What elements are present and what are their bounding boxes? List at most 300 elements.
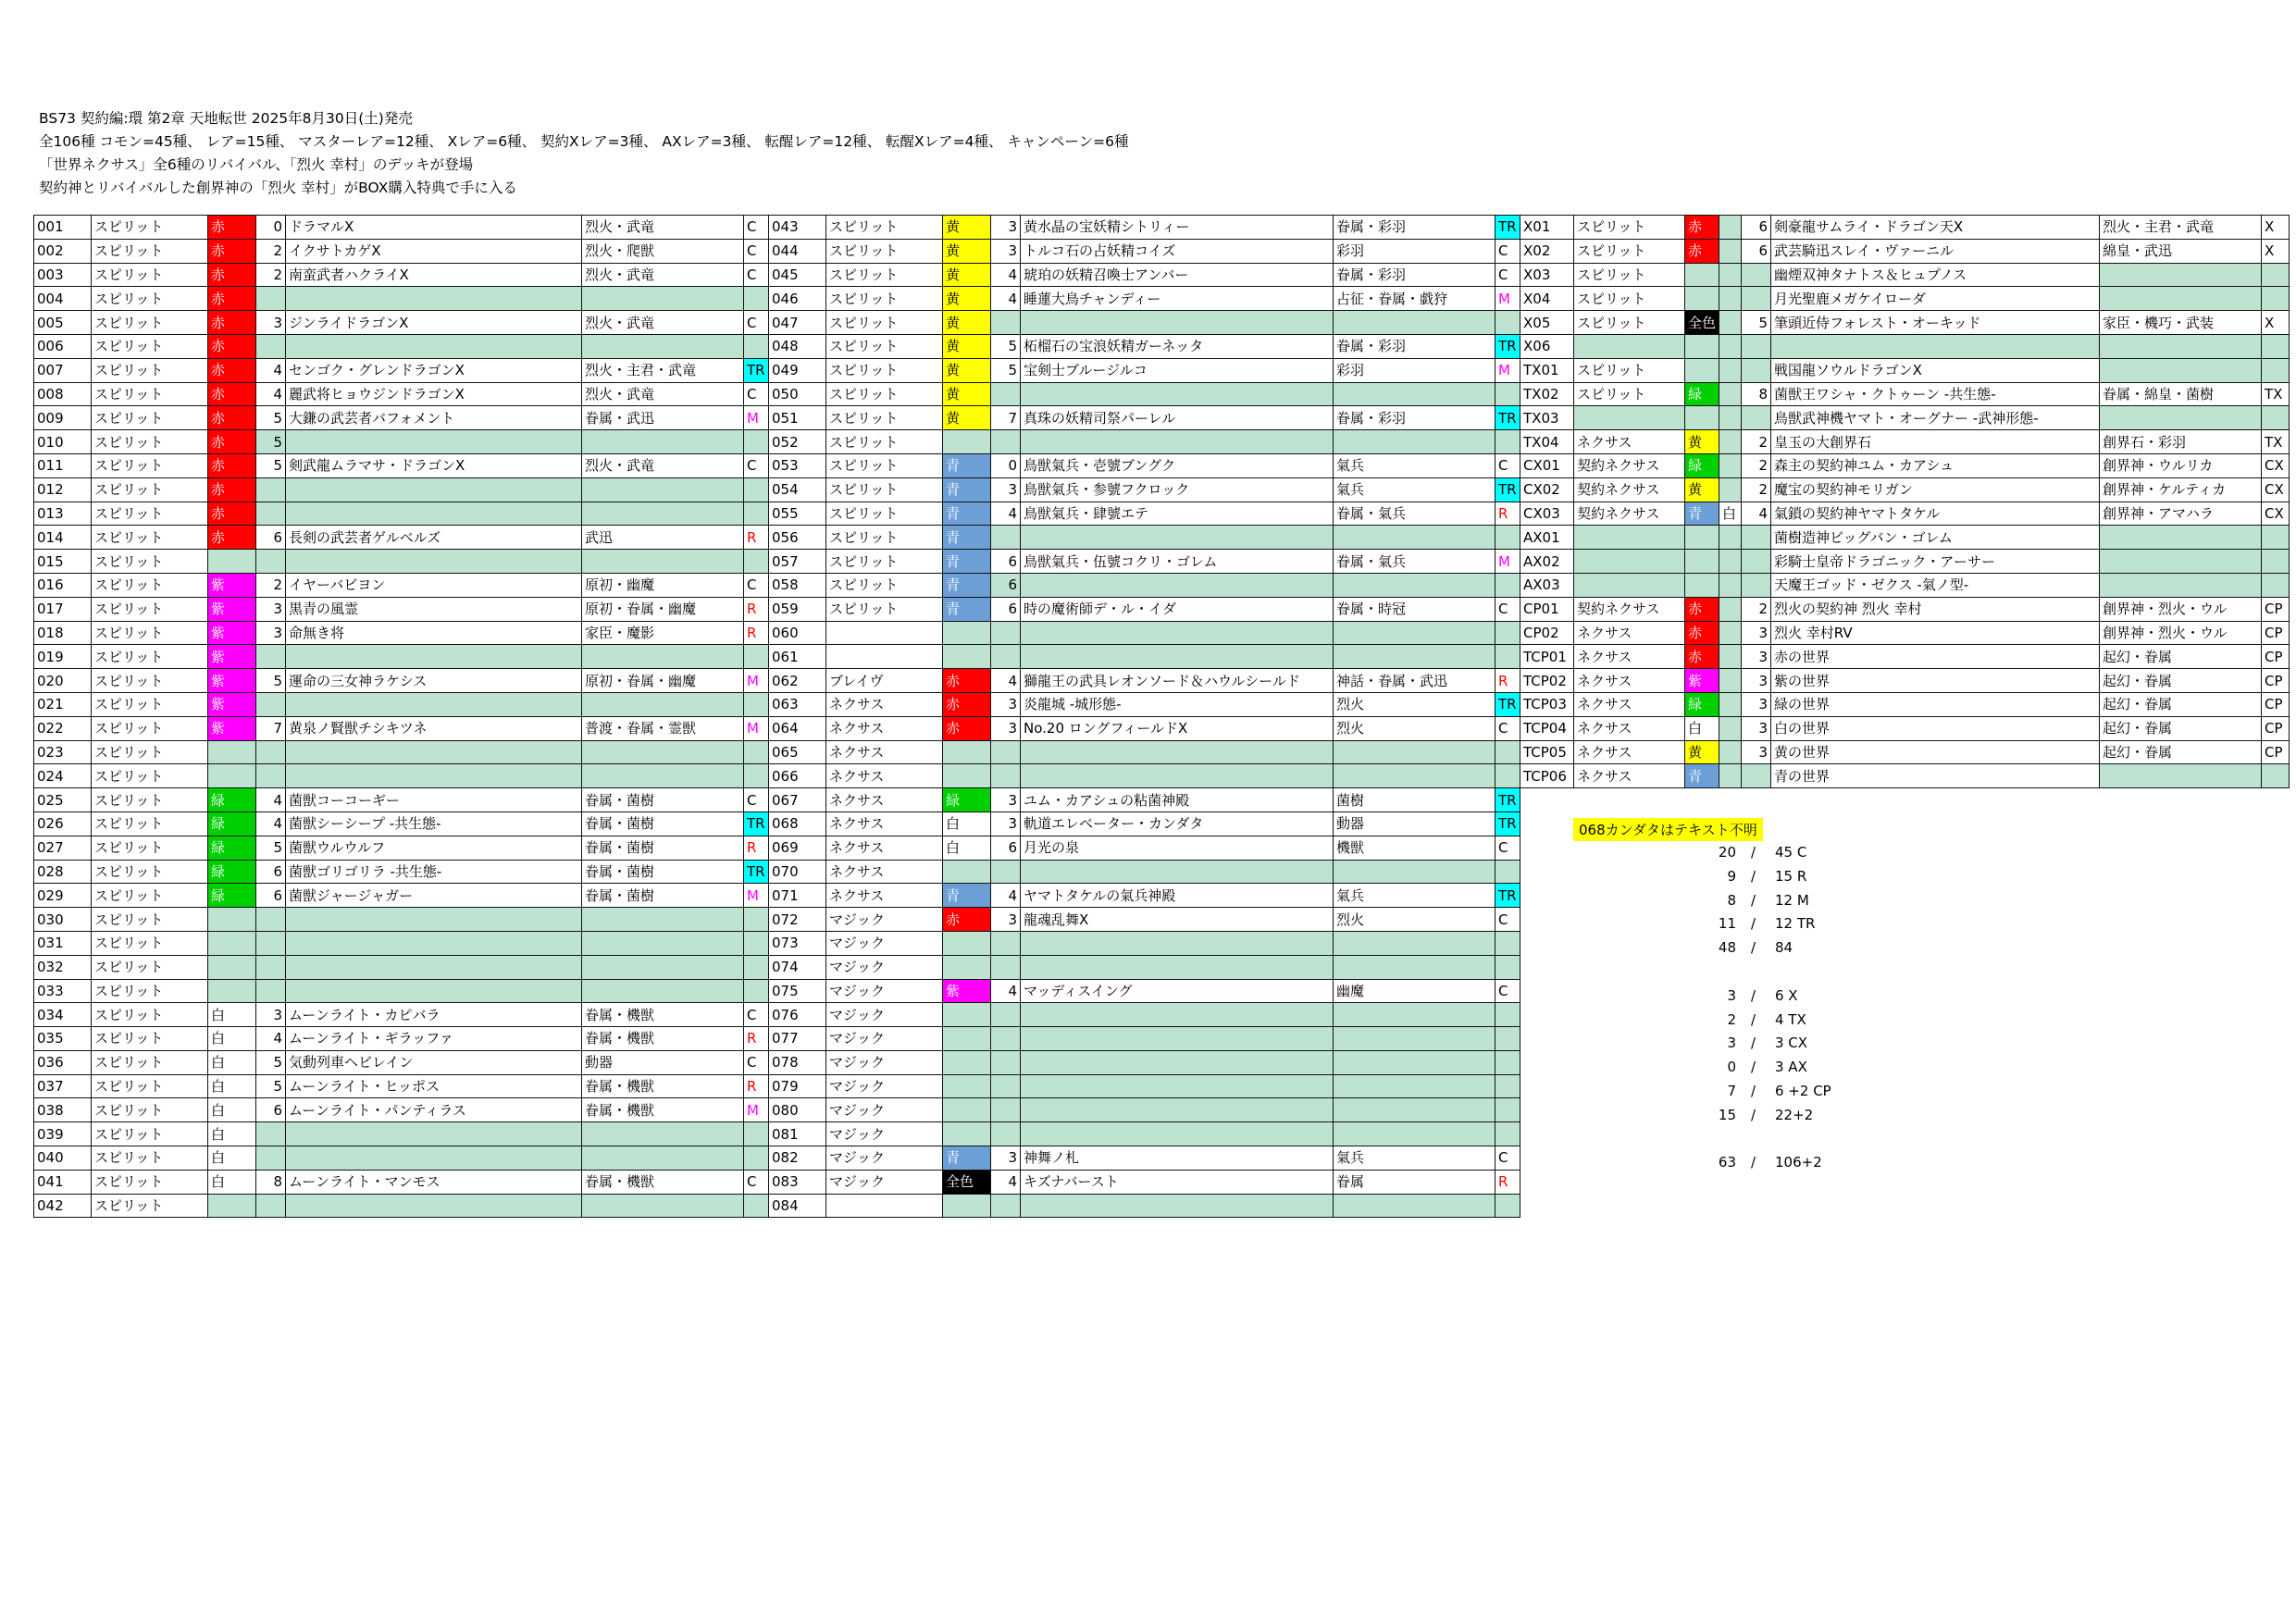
card-family <box>1334 621 1496 645</box>
card-cost: 5 <box>1742 311 1771 335</box>
card-row <box>769 955 1520 979</box>
card-color-2 <box>1719 239 1742 263</box>
owned-count: 7 <box>1727 1083 1736 1099</box>
card-cost <box>256 550 286 574</box>
card-family: 眷属・綿皇・菌樹 <box>2100 382 2262 406</box>
card-color: 黄 <box>943 287 991 311</box>
card-name: 真珠の妖精司祭パーレル <box>1021 406 1334 430</box>
card-cost <box>991 764 1021 788</box>
card-color: 全色 <box>943 1170 991 1194</box>
card-name: 皇玉の大創界石 <box>1771 430 2100 454</box>
card-color: 赤 <box>1685 645 1719 669</box>
card-number: CP01 <box>1520 597 1574 621</box>
card-type: スピリット <box>92 597 208 621</box>
card-color-2 <box>1719 334 1742 358</box>
card-number: 004 <box>34 287 92 311</box>
card-row <box>1520 573 2290 597</box>
card-type: スピリット <box>92 216 208 240</box>
card-type: スピリット <box>92 764 208 788</box>
card-cost: 6 <box>991 836 1021 860</box>
card-family: 彩羽 <box>1334 239 1496 263</box>
card-rarity: M <box>744 406 769 430</box>
card-family: 動器 <box>582 1050 744 1074</box>
card-rarity: TR <box>1496 216 1520 240</box>
card-row <box>1520 621 2290 645</box>
card-color: 緑 <box>208 788 256 812</box>
card-cost: 2 <box>1742 430 1771 454</box>
total-count: 3 CX <box>1775 1035 1808 1052</box>
card-family: 眷属・機獣 <box>582 1027 744 1051</box>
owned-count: 48 <box>1718 939 1736 957</box>
card-row <box>34 979 769 1003</box>
card-cost: 6 <box>256 860 286 884</box>
card-number: 008 <box>34 382 92 406</box>
card-family: 眷属・彩羽 <box>1334 334 1496 358</box>
card-rarity <box>1496 382 1520 406</box>
card-type: スピリット <box>826 263 943 287</box>
card-row <box>1520 526 2290 550</box>
card-name: ユム・カアシュの粘菌神殿 <box>1021 788 1334 812</box>
card-rarity <box>1496 621 1520 645</box>
card-rarity: CP <box>2262 669 2290 693</box>
card-rarity <box>1496 1027 1520 1051</box>
card-name <box>1021 860 1334 884</box>
card-number: 045 <box>769 263 826 287</box>
card-name <box>286 931 582 955</box>
card-name: 神舞ノ札 <box>1021 1146 1334 1171</box>
card-cost: 6 <box>991 573 1021 597</box>
card-name: マッディスイング <box>1021 979 1334 1003</box>
card-number: 067 <box>769 788 826 812</box>
card-rarity: C <box>744 573 769 597</box>
card-type: スピリット <box>92 1098 208 1122</box>
card-row <box>34 1122 769 1146</box>
card-cost: 3 <box>991 908 1021 932</box>
card-rarity: C <box>1496 453 1520 477</box>
card-row <box>1520 502 2290 526</box>
card-row <box>769 358 1520 382</box>
card-row <box>34 692 769 716</box>
card-type: マジック <box>826 1122 943 1146</box>
total-count: 84 <box>1775 939 1793 957</box>
card-cost: 2 <box>256 239 286 263</box>
card-color <box>208 1194 256 1218</box>
card-row <box>769 573 1520 597</box>
card-row <box>769 1122 1520 1146</box>
card-family: 起幻・眷属 <box>2100 740 2262 764</box>
card-number: 053 <box>769 453 826 477</box>
card-name: イクサトカゲX <box>286 239 582 263</box>
card-family: 氣兵 <box>1334 477 1496 502</box>
card-number: 038 <box>34 1098 92 1122</box>
card-row <box>34 216 769 240</box>
card-name <box>1021 573 1334 597</box>
card-rarity: CP <box>2262 621 2290 645</box>
card-type: スピリット <box>92 239 208 263</box>
card-family: 原初・幽魔 <box>582 573 744 597</box>
card-color-2 <box>1719 406 1742 430</box>
card-color <box>943 1098 991 1122</box>
card-cost: 3 <box>1742 621 1771 645</box>
card-number: X01 <box>1520 216 1574 240</box>
card-rarity <box>744 764 769 788</box>
card-name <box>1021 1194 1334 1218</box>
owned-count: 15 <box>1718 1106 1736 1123</box>
card-name: 青の世界 <box>1771 764 2100 788</box>
card-rarity: TR <box>1496 692 1520 716</box>
card-cost <box>256 1146 286 1171</box>
card-color: 黄 <box>943 358 991 382</box>
card-family <box>582 692 744 716</box>
card-name: 炎龍城 -城形態- <box>1021 692 1334 716</box>
card-type: スピリット <box>826 382 943 406</box>
card-type: スピリット <box>92 955 208 979</box>
card-row <box>769 1027 1520 1051</box>
card-cost <box>1742 263 1771 287</box>
card-number: 066 <box>769 764 826 788</box>
card-family: 動器 <box>1334 812 1496 836</box>
card-type <box>826 621 943 645</box>
card-type: スピリット <box>92 812 208 836</box>
card-number: 082 <box>769 1146 826 1171</box>
card-name: 運命の三女神ラケシス <box>286 669 582 693</box>
card-color <box>943 931 991 955</box>
card-row <box>769 740 1520 764</box>
card-cost: 5 <box>256 1050 286 1074</box>
card-cost <box>991 382 1021 406</box>
card-family <box>2100 550 2262 574</box>
card-row <box>34 311 769 335</box>
card-name: 麗武将ヒョウジンドラゴンX <box>286 382 582 406</box>
card-rarity <box>1496 1098 1520 1122</box>
card-cost: 4 <box>991 1170 1021 1194</box>
card-type: スピリット <box>92 1050 208 1074</box>
card-number: TX02 <box>1520 382 1574 406</box>
card-row <box>34 764 769 788</box>
card-rarity <box>744 908 769 932</box>
card-color: 青 <box>943 1146 991 1171</box>
card-name: 剣豪龍サムライ・ドラゴン天X <box>1771 216 2100 240</box>
card-row <box>34 931 769 955</box>
card-name <box>286 1122 582 1146</box>
card-name: ムーンライト・カピバラ <box>286 1003 582 1027</box>
card-name: トルコ石の占妖精コイズ <box>1021 239 1334 263</box>
owned-count: 3 <box>1727 986 1736 1004</box>
card-number: TX03 <box>1520 406 1574 430</box>
card-row <box>34 955 769 979</box>
card-type: スピリット <box>1574 382 1685 406</box>
card-cost: 2 <box>1742 477 1771 502</box>
card-row <box>34 430 769 454</box>
card-name: 鳥獣氣兵・壱號ブングク <box>1021 453 1334 477</box>
card-color: 緑 <box>1685 692 1719 716</box>
card-type: スピリット <box>92 550 208 574</box>
owned-count: 2 <box>1727 1010 1736 1028</box>
card-rarity: M <box>744 1098 769 1122</box>
card-cost: 5 <box>991 358 1021 382</box>
card-name <box>1021 311 1334 335</box>
card-row <box>769 1003 1520 1027</box>
card-name <box>286 692 582 716</box>
card-row <box>769 908 1520 932</box>
card-family <box>2100 263 2262 287</box>
card-cost: 0 <box>256 216 286 240</box>
card-name: 鳥獣氣兵・伍號コクリ・ゴレム <box>1021 550 1334 574</box>
card-family <box>582 764 744 788</box>
set-note-2: 契約神とリバイバルした創界神の「烈火 幸村」がBOX購入特典で手に入る <box>39 180 517 196</box>
card-type: スピリット <box>92 621 208 645</box>
set-summary: 全106種 コモン=45種、 レア=15種、 マスターレア=12種、 Xレア=6種、 契約Xレア=3種、 AXレア=3種、 転醒レア=12種、 転醒Xレア=4種、 キャンペーン=6種 <box>39 133 1129 150</box>
card-family: 眷属・菌樹 <box>582 860 744 884</box>
card-color: 白 <box>1685 716 1719 740</box>
card-color: 赤 <box>208 263 256 287</box>
card-rarity <box>1496 860 1520 884</box>
card-color <box>943 430 991 454</box>
card-family <box>1334 1050 1496 1074</box>
card-name: ヤマトタケルの氣兵神殿 <box>1021 884 1334 908</box>
card-number: AX02 <box>1520 550 1574 574</box>
card-cost <box>991 860 1021 884</box>
card-family <box>582 908 744 932</box>
card-type: スピリット <box>826 573 943 597</box>
card-color <box>943 1003 991 1027</box>
card-color <box>1685 263 1719 287</box>
card-row <box>34 645 769 669</box>
card-family: 眷属・彩羽 <box>1334 216 1496 240</box>
card-row <box>34 812 769 836</box>
card-cost: 3 <box>991 239 1021 263</box>
card-cost: 3 <box>256 597 286 621</box>
card-number: X06 <box>1520 334 1574 358</box>
card-family: 烈火・主君・武竜 <box>582 358 744 382</box>
card-name: 幽煙双神タナトス＆ヒュプノス <box>1771 263 2100 287</box>
card-rarity <box>744 931 769 955</box>
card-row <box>34 740 769 764</box>
card-rarity: C <box>744 311 769 335</box>
card-color: 白 <box>208 1146 256 1171</box>
card-type: スピリット <box>92 884 208 908</box>
card-row <box>769 1170 1520 1194</box>
card-rarity: M <box>1496 287 1520 311</box>
card-rarity <box>1496 526 1520 550</box>
card-family <box>1334 955 1496 979</box>
card-rarity: C <box>744 788 769 812</box>
card-number: 084 <box>769 1194 826 1218</box>
card-type: スピリット <box>826 311 943 335</box>
set-note-1: 「世界ネクサス」全6種のリバイバル、「烈火 幸村」のデッキが登場 <box>39 156 474 173</box>
owned-count: 9 <box>1727 867 1736 885</box>
card-family: 烈火・武竜 <box>582 453 744 477</box>
card-name <box>1021 955 1334 979</box>
card-type: スピリット <box>826 406 943 430</box>
card-row <box>1520 740 2290 764</box>
card-cost <box>1742 287 1771 311</box>
card-row <box>769 453 1520 477</box>
card-family: 創界神・ケルティカ <box>2100 477 2262 502</box>
card-number: 013 <box>34 502 92 526</box>
card-color: 青 <box>943 477 991 502</box>
card-name: No.20 ロングフィールドX <box>1021 716 1334 740</box>
card-family: 眷属・機獣 <box>582 1003 744 1027</box>
card-number: 025 <box>34 788 92 812</box>
card-cost <box>991 526 1021 550</box>
card-name: 宝剣士ブルージルコ <box>1021 358 1334 382</box>
card-type: マジック <box>826 979 943 1003</box>
card-name <box>286 955 582 979</box>
card-rarity: CX <box>2262 453 2290 477</box>
card-name: ムーンライト・マンモス <box>286 1170 582 1194</box>
card-name <box>1021 1122 1334 1146</box>
card-rarity <box>744 955 769 979</box>
card-family <box>1334 573 1496 597</box>
card-type: スピリット <box>826 287 943 311</box>
card-color-2 <box>1719 477 1742 502</box>
card-rarity: X <box>2262 311 2290 335</box>
card-number: 002 <box>34 239 92 263</box>
card-number: 037 <box>34 1074 92 1098</box>
card-rarity: R <box>744 836 769 860</box>
card-color: 赤 <box>208 430 256 454</box>
card-family: 眷属 <box>1334 1170 1496 1194</box>
card-cost <box>256 979 286 1003</box>
card-name: 鳥獣氣兵・参號フクロック <box>1021 477 1334 502</box>
card-color: 赤 <box>943 692 991 716</box>
card-family: 烈火・武竜 <box>582 382 744 406</box>
card-row <box>769 621 1520 645</box>
card-cost: 3 <box>256 311 286 335</box>
card-row <box>34 1074 769 1098</box>
card-cost <box>991 1074 1021 1098</box>
card-color <box>943 860 991 884</box>
card-rarity <box>2262 550 2290 574</box>
card-name <box>286 502 582 526</box>
card-color-2 <box>1719 597 1742 621</box>
card-number: 061 <box>769 645 826 669</box>
card-cost: 4 <box>256 812 286 836</box>
card-family <box>1334 311 1496 335</box>
card-row <box>34 526 769 550</box>
card-rarity: CP <box>2262 597 2290 621</box>
card-family: 眷属・氣兵 <box>1334 502 1496 526</box>
card-cost: 3 <box>256 1003 286 1027</box>
card-type <box>1574 334 1685 358</box>
card-row <box>769 669 1520 693</box>
card-type: スピリット <box>92 311 208 335</box>
card-family <box>582 287 744 311</box>
card-color: 黄 <box>943 239 991 263</box>
total-count: 45 C <box>1775 844 1807 861</box>
count-separator: / <box>1751 891 1756 909</box>
card-row <box>34 263 769 287</box>
card-cost <box>1742 358 1771 382</box>
card-type: スピリット <box>92 931 208 955</box>
card-name <box>286 645 582 669</box>
card-number: 041 <box>34 1170 92 1194</box>
card-cost: 4 <box>256 358 286 382</box>
card-family: 創界石・彩羽 <box>2100 430 2262 454</box>
card-type: スピリット <box>1574 287 1685 311</box>
card-name: 菌獣ゴリゴリラ -共生態- <box>286 860 582 884</box>
card-row <box>1520 430 2290 454</box>
card-name <box>286 430 582 454</box>
card-number: 046 <box>769 287 826 311</box>
card-color <box>943 955 991 979</box>
card-family: 眷属・菌樹 <box>582 836 744 860</box>
card-type: スピリット <box>92 692 208 716</box>
card-family <box>2100 334 2262 358</box>
card-cost: 3 <box>1742 692 1771 716</box>
card-color: 緑 <box>208 836 256 860</box>
card-cost <box>256 740 286 764</box>
card-family: 家臣・機巧・武装 <box>2100 311 2262 335</box>
card-cost <box>991 931 1021 955</box>
card-family: 普渡・眷属・霊獣 <box>582 716 744 740</box>
card-color: 緑 <box>1685 453 1719 477</box>
count-separator: / <box>1751 1010 1756 1028</box>
card-name: 黄泉ノ賢獣チシキツネ <box>286 716 582 740</box>
card-cost <box>991 645 1021 669</box>
card-number: 075 <box>769 979 826 1003</box>
card-family <box>2100 406 2262 430</box>
card-row <box>1520 382 2290 406</box>
card-rarity <box>1496 740 1520 764</box>
card-family: 創界神・アマハラ <box>2100 502 2262 526</box>
card-type: マジック <box>826 1027 943 1051</box>
card-type: スピリット <box>92 908 208 932</box>
card-color <box>208 979 256 1003</box>
card-name: 命無き将 <box>286 621 582 645</box>
card-number: 051 <box>769 406 826 430</box>
card-number: 026 <box>34 812 92 836</box>
card-row <box>1520 764 2290 788</box>
card-number: 047 <box>769 311 826 335</box>
card-color: 青 <box>1685 502 1719 526</box>
card-cost: 4 <box>256 788 286 812</box>
card-color: 白 <box>208 1098 256 1122</box>
card-type: スピリット <box>92 263 208 287</box>
card-rarity: TR <box>744 812 769 836</box>
card-color: 赤 <box>943 716 991 740</box>
card-color: 赤 <box>208 526 256 550</box>
card-rarity <box>1496 1194 1520 1218</box>
total-count: 12 M <box>1775 891 1809 909</box>
card-family: 烈火・武竜 <box>582 311 744 335</box>
card-color: 白 <box>208 1122 256 1146</box>
card-color <box>1685 334 1719 358</box>
card-color <box>1685 573 1719 597</box>
card-cost: 4 <box>256 382 286 406</box>
card-color <box>943 645 991 669</box>
card-color: 紫 <box>208 692 256 716</box>
card-color: 緑 <box>943 788 991 812</box>
card-family: 綿皇・武迅 <box>2100 239 2262 263</box>
card-color: 黄 <box>943 406 991 430</box>
card-name: 武芸騎迅スレイ・ヴァーニル <box>1771 239 2100 263</box>
card-cost: 4 <box>991 669 1021 693</box>
card-cost: 7 <box>256 716 286 740</box>
card-color-2 <box>1719 430 1742 454</box>
card-cost: 6 <box>256 1098 286 1122</box>
card-rarity <box>744 979 769 1003</box>
card-type <box>826 645 943 669</box>
card-name <box>1021 526 1334 550</box>
card-family <box>2100 358 2262 382</box>
card-type: スピリット <box>1574 239 1685 263</box>
card-table-3 <box>1520 215 2290 788</box>
card-number: 006 <box>34 334 92 358</box>
card-type: マジック <box>826 1050 943 1074</box>
card-row <box>34 1027 769 1051</box>
